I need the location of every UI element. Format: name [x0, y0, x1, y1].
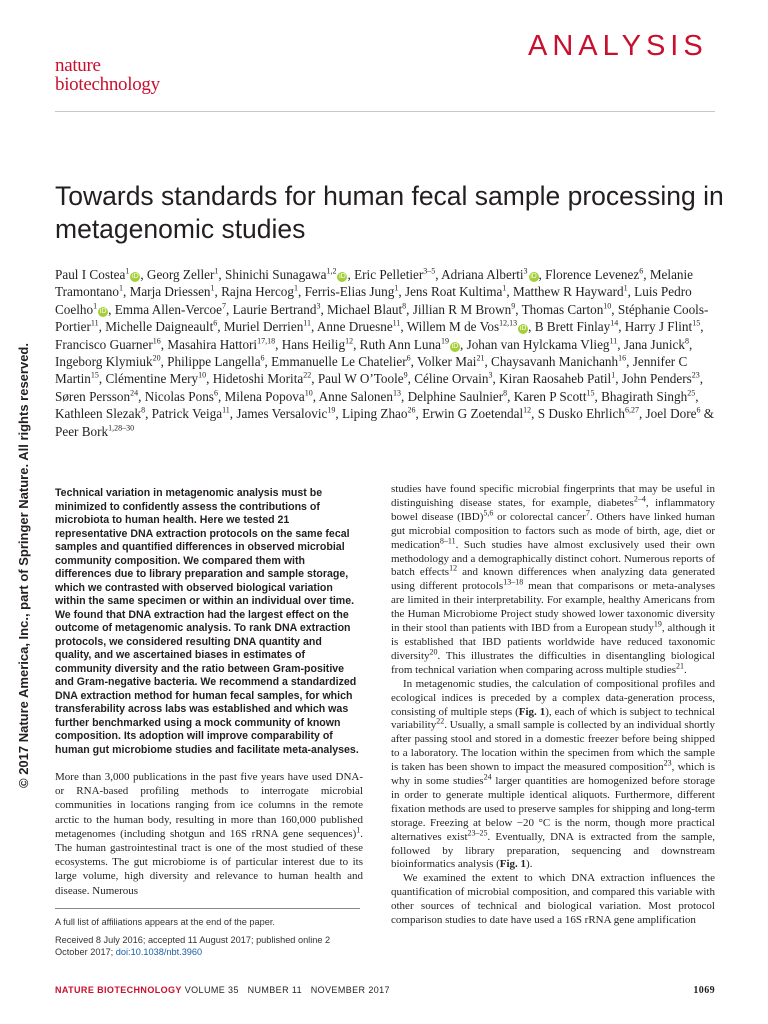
paragraph-3: We examined the extent to which DNA extraction influences the quantification of microbial composition, and compared this variable with other sources of technical and biological variation. Most protocol comparison studies to date have used a 16S rRNA gene amplification	[391, 872, 715, 927]
paragraph-1: studies have found specific microbial fingerprints that may be useful in distinguishing disease states, for example, diabetes$^{2-4}$, inflammatory bowel disease (IBD)$^{5,6}$ or colorectal cancer$^7$. Others have linked human gut microbial composition to factors such as mode of birth, age, diet or medication$^{8-11}$. Such studies have almost exclusively used their own methodology and a demographically distinct cohort. Numerous reports of batch effects$^{12}$ and known differences when analyzing data generated using different protocols$^{13-18}$ mean that comparisons or meta-analyses are limited in their interpretability. For example, healthy Americans from the Human Microbiome Project study showed lower taxonomic diversity in their stool than patients with IBD from a European study$^{19}$, although it is established that IBD patients worldwide have reduced taxonomic diversity$^{20}$. This illustrates the difficulties in disentangling biological from technical variation when comparing across multiple studies$^{21}$.	[391, 483, 716, 676]
affiliations-note: A full list of affiliations appears at the end of the paper.	[55, 917, 275, 927]
footnote	[55, 916, 363, 958]
footnote-rule	[55, 908, 360, 909]
copyright-notice: © 2017 Nature America, Inc., part of Springer Nature. All rights reserved.	[16, 343, 31, 788]
journal-logo-line1: nature	[55, 55, 101, 76]
right-column	[391, 483, 715, 928]
footer-issue: VOLUME 35 NUMBER 11 NOVEMBER 2017	[184, 985, 390, 995]
abstract: Technical variation in metagenomic analysis must be minimized to confidently assess the contributions of microbiota to human health. Here we tested 21 representative DNA extraction protocols on the same fecal samples and quantified differences in observed microbial community composition. We compared them with differences due to library preparation and sample storage, which we contrasted with observed biological variation within the same specimen or within an individual over time. We found that DNA extraction had the largest effect on the outcome of metagenomic analysis. To rank DNA extraction protocols, we considered resulting DNA quantity and quality, and we ascertained biases in estimates of community diversity and the ratio between Gram-positive and Gram-negative bacteria. We recommend a standardized DNA extraction method for human fecal samples, for which transferability across labs was established and which was further benchmarked using a mock community of known composition. Its adoption will improve comparability of human gut microbiome studies and facilitate meta-analyses.	[55, 487, 359, 756]
footer-journal: NATURE BIOTECHNOLOGY	[55, 985, 182, 995]
section-label: ANALYSIS	[528, 30, 708, 62]
journal-logo-line2: biotechnology	[55, 74, 160, 95]
received-dates: Received 8 July 2016; accepted 11 August 2017; published online 2 October 2017;	[55, 935, 331, 957]
doi-link[interactable]: doi:10.1038/nbt.3960	[115, 947, 203, 957]
header-rule	[55, 111, 715, 112]
journal-logo	[55, 56, 160, 94]
intro-paragraph-left: More than 3,000 publications in the past five years have used DNA- or RNA-based profiling methods to interrogate microbial communities in locations ranging from ice columns in the remote arctic to the human body, resulting in more than 160,000 published metagenomes (including shotgun and 16S rRNA gene sequences)$^1$. The human gastrointestinal tract is one of the most studied of these ecosystems. The gut microbiome is of particular interest due to its large volume, high diversity and relevance to human health and disease. Numerous	[55, 771, 363, 897]
page-number: 1069	[693, 985, 715, 996]
page-footer	[55, 985, 715, 995]
article-title: Towards standards for human fecal sample processing in metagenomic studies	[55, 181, 724, 244]
author-list: Paul I Costea$^1$iD , Georg Zeller$^1$, Shinichi Sunagawa$^{1,2}$iD , Eric Pelletier$^{3-5}$, Adriana Alberti$^3$iD , Florence Levenez$^6$, Melanie Tramontano$^1$, Marja Driessen$^1$, Rajna Hercog$^1$, Ferris-Elias Jung$^1$, Jens Roat Kultima$^1$, Matthew R Hayward$^1$, Luis Pedro Coelho$^1$iD , Emma Allen-Vercoe$^7$, Laurie Bertrand$^3$, Michael Blaut$^8$, Jillian R M Brown$^9$, Thomas Carton$^{10}$, Stéphanie Cools-Portier$^{11}$, Michelle Daigneault$^6$, Muriel Derrien$^{11}$, Anne Druesne$^{11}$, Willem M de Vos$^{12,13}$iD , B Brett Finlay$^{14}$, Harry J Flint$^{15}$, Francisco Guarner$^{16}$, Masahira Hattori$^{17,18}$, Hans Heilig$^{12}$, Ruth Ann Luna$^{19}$iD , Johan van Hylckama Vlieg$^{11}$, Jana Junick$^8$, Ingeborg Klymiuk$^{20}$, Philippe Langella$^6$, Emmanuelle Le Chatelier$^6$, Volker Mai$^{21}$, Chaysavanh Manichanh$^{16}$, Jennifer C Martin$^{15}$, Clémentine Mery$^{10}$, Hidetoshi Morita$^{22}$, Paul W O’Toole$^9$, Céline Orvain$^3$, Kiran Raosaheb Patil$^1$, John Penders$^{23}$, Søren Persson$^{24}$, Nicolas Pons$^6$, Milena Popova$^{10}$, Anne Salonen$^{13}$, Delphine Saulnier$^8$, Karen P Scott$^{15}$, Bhagirath Singh$^{25}$, Kathleen Slezak$^8$, Patrick Veiga$^{11}$, James Versalovic$^{19}$, Liping Zhao$^{26}$, Erwin G Zoetendal$^{12}$, S Dusko Ehrlich$^{6,27}$, Joel Dore$^6$ & Peer Bork$^{1,28-30}$	[55, 266, 715, 439]
paragraph-2: In metagenomic studies, the calculation of compositional profiles and ecological indices is preceded by a complex data-generation process, consisting of multiple steps (Fig. 1), each of which is subject to technical variability$^{22}$. Usually, a small sample is collected by an individual shortly after passing stool and stored in a domestic freezer before being shipped to a laboratory. The location within the specimen from which the sample is taken has been shown to impact the measured composition$^{23}$, which is why in some studies$^{24}$ larger quantities are homogenized before storage in order to generate multiple identical aliquots. Furthermore, different fixation methods are used to preserve samples for shipping and long-term storage. Freezing at below −20 °C is the norm, though more practical alternatives exist$^{23-25}$. Eventually, DNA is extracted from the sample, followed by library preparation, sequencing and downstream bioinformatics analysis (Fig. 1).	[391, 677, 716, 871]
